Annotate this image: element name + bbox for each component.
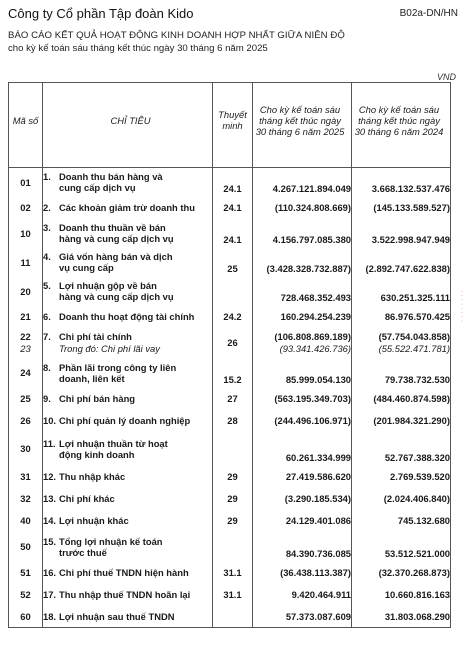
row-note: 25 — [213, 248, 253, 277]
table-row — [9, 510, 451, 532]
row-code — [9, 306, 43, 328]
row-prior — [352, 388, 451, 410]
row-label — [43, 606, 213, 628]
row-note: 27 — [213, 388, 253, 410]
row-label — [43, 466, 213, 488]
row-note: 26 — [213, 328, 253, 358]
row-note: 24.1 — [213, 168, 253, 197]
row-code — [9, 388, 43, 410]
table-row — [9, 197, 451, 219]
row-prior-value: (57.754.043.858) — [378, 331, 450, 342]
col-header-prior: Cho kỳ kế toán sáu tháng kết thúc ngày 30 tháng 6 năm 2024 — [352, 83, 451, 168]
row-number: 1. — [43, 171, 51, 183]
row-prior-value: (2.892.747.622.838) — [365, 262, 450, 274]
table-body — [9, 168, 451, 628]
row-code-value: 21 — [20, 311, 31, 322]
row-code-value: 01 — [20, 176, 31, 188]
row-note: 29 — [213, 510, 253, 532]
row-number: 4. — [43, 251, 51, 262]
row-prior — [352, 306, 451, 328]
row-code — [9, 466, 43, 488]
row-label-text: Chi phí tài chính — [59, 331, 132, 342]
row-label-text: Phần lãi trong công ty liên doanh, liên kết — [59, 361, 177, 384]
table-row — [9, 328, 451, 358]
row-code — [9, 197, 43, 219]
row-prior — [352, 219, 451, 248]
row-code-value: 52 — [20, 589, 31, 600]
row-code-value: 20 — [20, 285, 31, 297]
row-number: 6. — [43, 311, 51, 322]
table-row — [9, 248, 451, 277]
row-current-value: 57.373.087.609 — [285, 610, 351, 622]
row-current — [253, 584, 352, 606]
row-number: 18. — [43, 610, 57, 622]
row-label — [43, 510, 213, 532]
row-prior-value: 3.668.132.537.476 — [371, 182, 450, 194]
row-current — [253, 432, 352, 466]
currency-unit: VND — [436, 72, 456, 82]
row-code-value: 50 — [20, 541, 31, 552]
row-current-value: 9.420.464.911 — [291, 589, 351, 600]
table-header-row — [9, 83, 451, 168]
table-row — [9, 432, 451, 466]
row-prior-value: 630.251.325.111 — [380, 291, 450, 303]
row-code-value: 02 — [20, 202, 31, 213]
row-current — [253, 488, 352, 510]
table-row — [9, 410, 451, 432]
row-number: 3. — [43, 222, 51, 233]
row-label-text: Thu nhập khác — [59, 471, 126, 482]
row-note — [213, 432, 253, 466]
row-current — [253, 168, 352, 197]
row-code — [9, 584, 43, 606]
row-number: 12. — [43, 471, 57, 482]
row-note: 28 — [213, 410, 253, 432]
row-prior — [352, 197, 451, 219]
row-label-text: Tổng lợi nhuận kế toán trước thuế — [59, 535, 163, 558]
row-current-value: 4.156.797.085.380 — [272, 233, 351, 245]
row-code-value: 51 — [20, 567, 31, 578]
row-prior — [352, 562, 451, 584]
row-note — [213, 532, 253, 562]
row-prior — [352, 606, 451, 628]
table-row — [9, 562, 451, 584]
row-current — [253, 219, 352, 248]
row-label-text: Doanh thu hoạt động tài chính — [59, 311, 195, 322]
row-code — [9, 562, 43, 584]
row-label-text: Doanh thu thuần về bán hàng và cung cấp dịch vụ — [59, 222, 174, 244]
row-number: 15. — [43, 535, 57, 547]
row-current-sub: (93.341.426.736) — [279, 343, 351, 354]
row-number: 13. — [43, 493, 57, 504]
row-number: 10. — [43, 415, 57, 426]
row-current-value: (563.195.349.703) — [274, 393, 351, 404]
row-current — [253, 358, 352, 388]
row-code-value: 40 — [20, 515, 31, 526]
row-number: 2. — [43, 202, 51, 213]
row-code-sub: 23 — [20, 343, 31, 354]
row-number: 9. — [43, 393, 51, 404]
row-label — [43, 306, 213, 328]
row-code — [9, 277, 43, 306]
row-prior — [352, 328, 451, 358]
row-note: 29 — [213, 488, 253, 510]
row-prior-value: (145.133.589.527) — [373, 202, 450, 213]
row-label-text: Chi phí khác — [59, 493, 115, 504]
table-row — [9, 219, 451, 248]
row-label — [43, 197, 213, 219]
row-current-value: (110.324.808.669) — [274, 202, 351, 213]
row-code — [9, 410, 43, 432]
row-label-text: Lợi nhuận thuần từ hoạt động kinh doanh — [59, 437, 168, 460]
row-current — [253, 328, 352, 358]
row-code-value: 25 — [20, 393, 31, 404]
table-row — [9, 606, 451, 628]
row-current — [253, 410, 352, 432]
row-code-value: 60 — [20, 610, 31, 622]
row-current — [253, 277, 352, 306]
row-label-text: Chi phí quản lý doanh nghiệp — [59, 415, 191, 426]
row-prior-value: 53.512.521.000 — [384, 547, 450, 559]
row-code — [9, 606, 43, 628]
row-number: 16. — [43, 567, 57, 578]
table-row — [9, 466, 451, 488]
row-label-text: Lợi nhuận khác — [59, 515, 129, 526]
row-current — [253, 388, 352, 410]
row-prior — [352, 358, 451, 388]
row-label — [43, 388, 213, 410]
row-prior-value: 79.738.732.530 — [384, 373, 450, 385]
row-number: 11. — [43, 437, 56, 449]
company-name: Công ty Cổ phần Tập đoàn Kido — [8, 6, 194, 21]
row-label — [43, 328, 213, 358]
row-current — [253, 466, 352, 488]
row-current-value: (244.496.106.971) — [274, 415, 351, 426]
row-prior — [352, 466, 451, 488]
row-note: 29 — [213, 466, 253, 488]
row-current-value: 4.267.121.894.049 — [272, 182, 351, 194]
row-prior — [352, 248, 451, 277]
row-prior — [352, 168, 451, 197]
row-label — [43, 358, 213, 388]
row-current-value: 27.419.586.620 — [285, 471, 351, 482]
row-code-value: 31 — [20, 471, 31, 482]
row-code — [9, 328, 43, 358]
row-current-value: (106.808.869.189) — [274, 331, 351, 342]
row-current — [253, 532, 352, 562]
col-header-current: Cho kỳ kế toán sáu tháng kết thúc ngày 30 tháng 6 năm 2025 — [253, 83, 352, 168]
table-row — [9, 488, 451, 510]
row-current — [253, 197, 352, 219]
table-row — [9, 584, 451, 606]
row-prior-value: 31.803.068.290 — [384, 610, 450, 622]
row-current-value: 85.999.054.130 — [285, 373, 351, 385]
row-prior — [352, 410, 451, 432]
row-label — [43, 168, 213, 197]
row-prior-value: (201.984.321.290) — [373, 415, 450, 426]
row-current-value: 24.129.401.086 — [285, 515, 351, 526]
row-current-value: 84.390.736.085 — [285, 547, 351, 559]
row-prior — [352, 488, 451, 510]
row-prior-value: 2.769.539.520 — [390, 471, 450, 482]
row-label — [43, 219, 213, 248]
row-code-value: 26 — [20, 415, 31, 426]
row-number: 5. — [43, 280, 51, 291]
row-prior — [352, 532, 451, 562]
row-prior-value: 86.976.570.425 — [384, 311, 450, 322]
row-label-text: Chi phí bán hàng — [59, 393, 136, 404]
row-code-value: 10 — [20, 227, 31, 239]
row-code — [9, 488, 43, 510]
col-header-item: CHỈ TIÊU — [43, 83, 213, 168]
row-prior-value: 745.132.680 — [397, 515, 450, 526]
table-row — [9, 388, 451, 410]
row-code-value: 24 — [20, 367, 31, 378]
report-title: BÁO CÁO KẾT QUẢ HOẠT ĐỘNG KINH DOANH HỢP NHẤT GIỮA NIÊN ĐỘ — [8, 30, 345, 41]
row-prior-sub: (55.522.471.781) — [378, 343, 450, 354]
row-label — [43, 277, 213, 306]
row-number: 7. — [43, 331, 51, 342]
row-code — [9, 532, 43, 562]
row-label-text: Lợi nhuận gộp về bán hàng và cung cấp dịch vụ — [59, 280, 174, 302]
row-label — [43, 248, 213, 277]
row-current-value: 60.261.334.999 — [285, 451, 351, 463]
row-current — [253, 562, 352, 584]
row-code — [9, 358, 43, 388]
row-label-text: Doanh thu bán hàng và cung cấp dịch vụ — [59, 171, 163, 194]
row-code — [9, 248, 43, 277]
row-note: 31.1 — [213, 562, 253, 584]
row-prior-value: 52.767.388.320 — [384, 451, 450, 463]
table-row — [9, 358, 451, 388]
income-statement-table — [8, 82, 451, 628]
row-label — [43, 584, 213, 606]
row-note: 15.2 — [213, 358, 253, 388]
row-code — [9, 219, 43, 248]
row-prior-value: (484.460.874.598) — [373, 393, 450, 404]
margin-stamp-mark: · · · · · · · · — [458, 290, 465, 323]
col-header-note: Thuyết minh — [213, 83, 253, 168]
row-label-text: Chi phí thuế TNDN hiện hành — [59, 567, 189, 578]
row-code — [9, 510, 43, 532]
row-prior — [352, 277, 451, 306]
table-row — [9, 532, 451, 562]
row-note: 24.1 — [213, 197, 253, 219]
row-code-value: 11 — [20, 256, 31, 268]
row-prior — [352, 584, 451, 606]
row-label — [43, 410, 213, 432]
table-row — [9, 306, 451, 328]
report-subtitle: cho kỳ kế toán sáu tháng kết thúc ngày 30 tháng 6 năm 2025 — [8, 43, 268, 54]
row-code — [9, 432, 43, 466]
row-note — [213, 277, 253, 306]
row-current-value: 728.468.352.493 — [280, 291, 351, 303]
row-code-value: 32 — [20, 493, 31, 504]
row-label-sub: Trong đó: Chi phí lãi vay — [59, 343, 160, 354]
row-code-value: 22 — [20, 331, 31, 342]
row-number: 17. — [43, 589, 57, 600]
row-label-text: Giá vốn hàng bán và dịch vụ cung cấp — [59, 251, 173, 273]
row-current-value: (3.428.328.732.887) — [266, 262, 351, 274]
row-note: 31.1 — [213, 584, 253, 606]
row-code — [9, 168, 43, 197]
row-label — [43, 432, 213, 466]
row-note: 24.2 — [213, 306, 253, 328]
row-prior-value: (2.024.406.840) — [383, 493, 450, 504]
table-row — [9, 168, 451, 197]
row-current — [253, 248, 352, 277]
row-label — [43, 532, 213, 562]
row-prior-value: (32.370.268.873) — [378, 567, 450, 578]
row-prior-value: 3.522.998.947.949 — [371, 233, 450, 245]
row-number: 14. — [43, 515, 57, 526]
row-current-value: 160.294.254.239 — [280, 311, 351, 322]
form-code: B02a-DN/HN — [399, 8, 458, 19]
row-code-value: 30 — [20, 443, 31, 454]
row-prior-value: 10.660.816.163 — [384, 589, 450, 600]
row-prior — [352, 510, 451, 532]
row-current — [253, 306, 352, 328]
table-row — [9, 277, 451, 306]
row-label-text: Thu nhập thuế TNDN hoãn lại — [59, 589, 191, 600]
row-note — [213, 606, 253, 628]
col-header-code: Mã số — [9, 83, 43, 168]
row-number: 8. — [43, 361, 51, 373]
row-label — [43, 562, 213, 584]
row-label-text: Các khoản giảm trừ doanh thu — [59, 202, 195, 213]
row-current — [253, 606, 352, 628]
row-current-value: (36.438.113.387) — [280, 567, 351, 578]
row-current-value: (3.290.185.534) — [284, 493, 351, 504]
row-label-text: Lợi nhuận sau thuế TNDN — [59, 610, 175, 622]
row-note: 24.1 — [213, 219, 253, 248]
row-current — [253, 510, 352, 532]
row-label — [43, 488, 213, 510]
row-prior — [352, 432, 451, 466]
